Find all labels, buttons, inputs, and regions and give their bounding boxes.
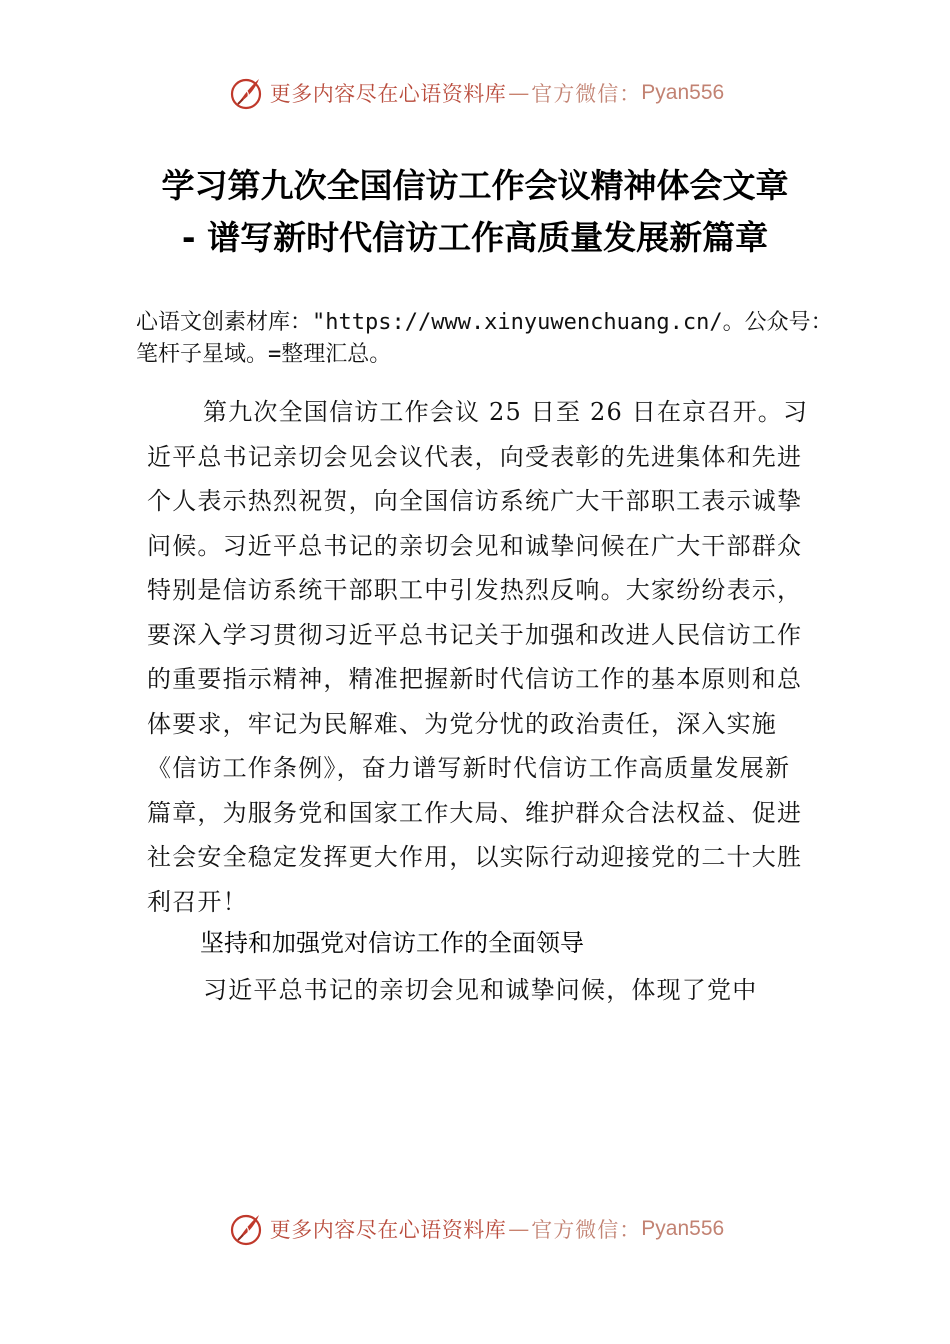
body-paragraph-2: 习近平总书记的亲切会见和诚挚问候，体现了党中 [203,976,758,1004]
banner-dash: — [508,1217,530,1241]
banner-contact-label: 官方微信： [531,82,642,106]
banner-brand-text: 更多内容尽在心语资料库 [269,82,507,106]
banner-contact-label: 官方微信： [531,1218,642,1242]
banner-dash: — [508,81,530,105]
quill-logo-icon [226,1209,266,1249]
header-banner [0,70,950,116]
banner-brand-text: 更多内容尽在心语资料库 [269,1218,507,1242]
document-title: 学习第九次全国信访工作会议精神体会文章 - 谱写新时代信访工作高质量发展新篇章 [161,166,789,257]
source-note: 心语文创素材库："https://www.xinyuwenchuang.cn/。公众号：笔杆子星域。=整理汇总。 [136,310,833,367]
footer-banner [0,1206,950,1252]
quill-logo-icon [226,73,266,113]
body-paragraph-1: 第九次全国信访工作会议 25 日至 26 日在京召开。习近平总书记亲切会见会议代表，向受表彰的先进集体和先进个人表示热烈祝贺，向全国信访系统广大干部职工表示诚挚问候。习近平总书记的亲切会见和诚挚问候在广大干部群众特别是信访系统干部职工中引发热烈反响。大家纷纷表示，要深入学习贯彻习近平总书记关于加强和改进人民信访工作的重要指示精神，精准把握新时代信访工作的基本原则和总体要求，牢记为民解难、为党分忧的政治责任，深入实施《信访工作条例》，奋力谱写新时代信访工作高质量发展新篇章，为服务党和国家工作大局、维护群众合法权益、促进社会安全稳定发挥更大作用，以实际行动迎接党的二十大胜利召开！ [147,398,809,916]
section-heading: 坚持和加强党对信访工作的全面领导 [200,929,584,957]
banner-wechat-id: Pyan556 [641,1217,725,1240]
banner-wechat-id: Pyan556 [641,81,725,104]
